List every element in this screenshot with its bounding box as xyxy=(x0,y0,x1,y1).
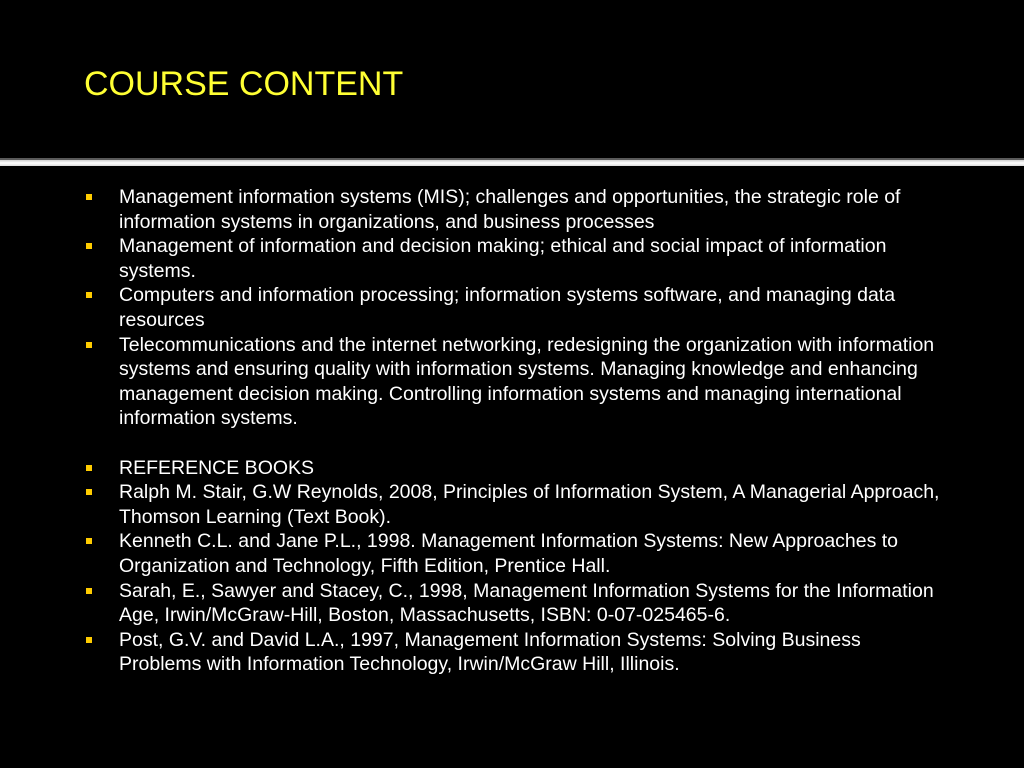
list-item-reference-stair xyxy=(84,480,944,529)
list-item-decision-making xyxy=(84,234,944,283)
bullet-square-icon xyxy=(86,292,92,298)
title-divider xyxy=(0,158,1024,166)
list-item-computers-processing xyxy=(84,283,944,332)
bullet-square-icon xyxy=(86,342,92,348)
bullet-square-icon xyxy=(86,588,92,594)
bullet-text: Ralph M. Stair, G.W Reynolds, 2008, Principles of Information System, A Managerial Approach, Thomson Learning (Text Book). xyxy=(119,481,940,528)
bullet-text: Computers and information processing; information systems software, and managing data resources xyxy=(119,284,896,331)
bullet-square-icon xyxy=(86,465,92,471)
list-item-reference-post xyxy=(84,628,944,677)
list-item-telecommunications xyxy=(84,333,944,431)
bullet-text: Management information systems (MIS); challenges and opportunities, the strategic role of information systems in organizations, and business processes xyxy=(119,186,901,233)
bullet-text: Post, G.V. and David L.A., 1997, Management Information Systems: Solving Business Problems with Information Technology, Irwin/McGraw Hill, Illinois. xyxy=(119,628,861,676)
bullet-square-icon xyxy=(86,538,92,544)
bullet-text: Sarah, E., Sawyer and Stacey, C., 1998, Management Information Systems for the Information Age, Irwin/McGraw-Hill, Boston, Massachusetts, ISBN: 0-07-025465-6. xyxy=(119,579,934,627)
bullet-square-icon xyxy=(86,637,92,643)
content-area xyxy=(0,166,1024,768)
bullet-square-icon xyxy=(86,489,92,495)
bullet-text: Telecommunications and the internet networking, redesigning the organization with information systems and ensuring quality with information systems. Managing knowledge and enhancing management decision making. Controlling information systems and managing international information systems. xyxy=(119,333,935,430)
title-bar xyxy=(0,0,1024,158)
slide-title: COURSE CONTENT xyxy=(84,65,404,103)
list-item-reference-kenneth xyxy=(84,529,944,578)
bullet-text: REFERENCE BOOKS xyxy=(119,456,315,479)
bullet-square-icon xyxy=(86,243,92,249)
bullet-text: Management of information and decision making; ethical and social impact of information systems. xyxy=(119,235,887,282)
bullet-square-icon xyxy=(86,194,92,200)
list-item-reference-sarah xyxy=(84,579,944,628)
list-item-mis-challenges xyxy=(84,185,944,234)
bullet-list xyxy=(84,185,944,677)
list-item-reference-books-heading xyxy=(84,456,944,481)
bullet-text: Kenneth C.L. and Jane P.L., 1998. Management Information Systems: New Approaches to Organization and Technology, Fifth Edition, Prentice Hall. xyxy=(119,530,899,577)
